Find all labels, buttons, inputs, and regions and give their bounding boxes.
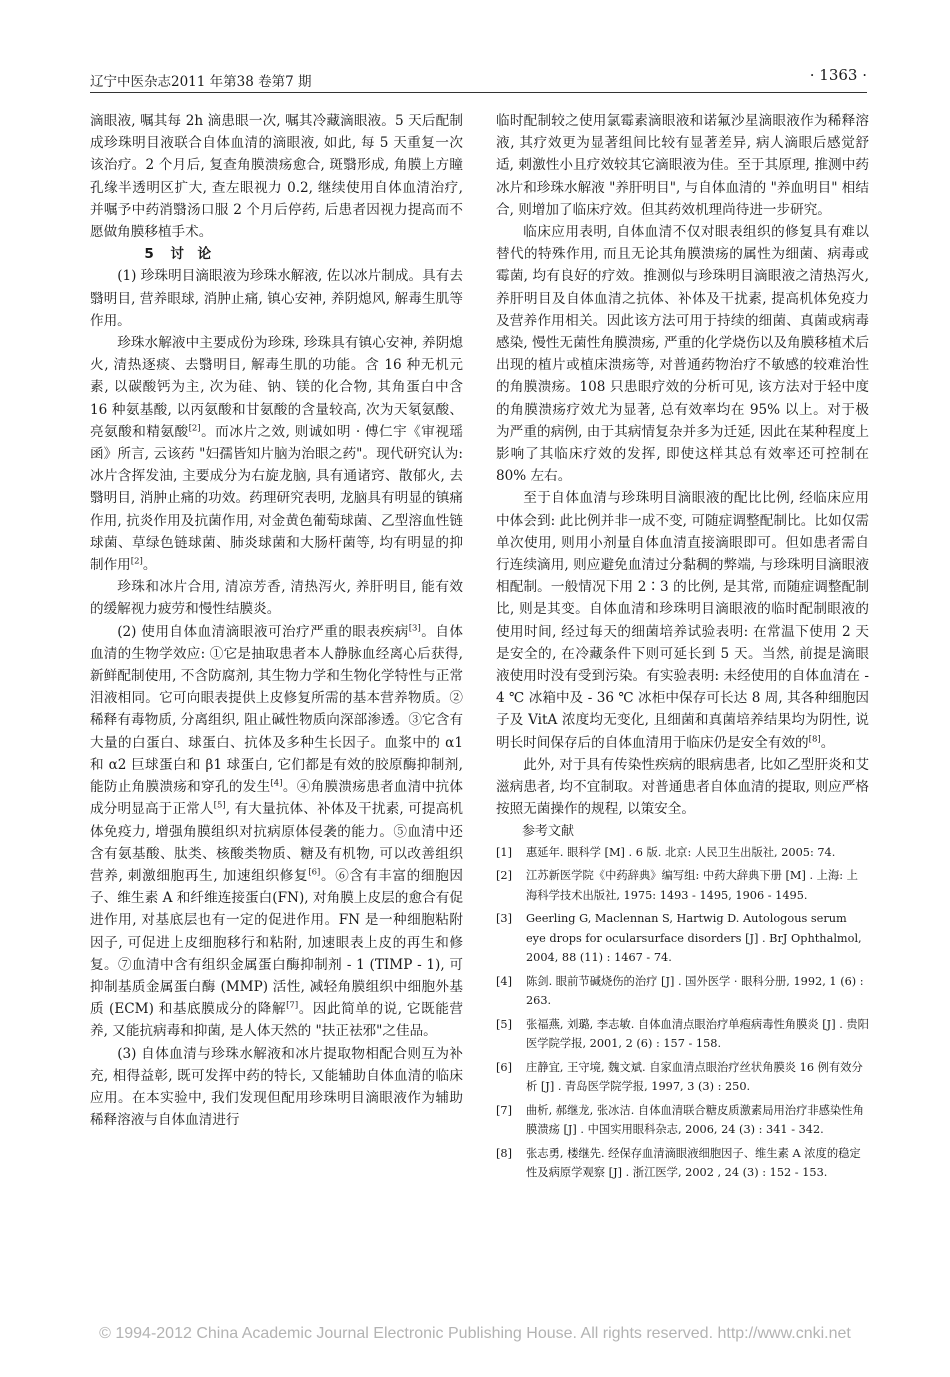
text-run: 至于自体血清与珍珠明目滴眼液的配比比例, 经临床应用中体会到: 此比例并非一成不变, 可随症调整配制比。比如仅需单次使用, 则用小剂量自体血清直接滴眼即可。但如患者需自行连续滴用, 则应避免血清过分黏稠的弊端, 与珍珠明目滴眼液相配制。一般情况下用 2∶3 的比例, 是其常, 而随症调整配制比, 则是其变。自体血清和珍珠明目滴眼液的临时配制眼液的使用时间, 经过每天的细菌培养试验表明: 在常温下使用 2 天是安全的, 在冷藏条件下则可延长到 5 天。当然, 前提是滴眼液使用时没有受到污染。有实验表明: 未经使用的自体血清在 - 4 ℃ 冰箱中及 - 36 ℃ 冰柜中保存可长达 8 周, 其各种细胞因子及 VitA 浓度均无变化, 且细菌和真菌培养结果均为阴性, 说明长时间保存后的自体血清用于临床仍是安全有效的 [496, 490, 869, 751]
citation: [4] [270, 778, 283, 789]
reference-number: [2] [496, 869, 513, 883]
text-run: 。⑥含有丰富的细胞因子、维生素 A 和纤维连接蛋白(FN), 对角膜上皮层的愈合有促进作用, 对基底层也有一定的促进作用。FN 是一种细胞粘附因子, 可促进上皮细胞移行和粘附, 加速眼表上皮的再生和修复。⑦血清中含有组织金属蛋白酶抑制剂 - 1 (TIMP - 1), 可抑制基质金属蛋白酶 (MMP) 活性, 减轻角膜组织中细胞外基质 (ECM) 和基底膜成分的降解 [90, 867, 463, 1018]
reference-number: [4] [496, 974, 513, 988]
left-column [90, 110, 463, 1131]
text-run: 。自体血清的生物学效应: ①它是抽取患者本人静脉血经离心后获得, 新鲜配制使用, 不含防腐剂, 其生物力学和生物化学特性与正常泪液相同。它可向眼表提供上皮修复所需的基本营养物质。②稀释有毒物质, 分离组织, 阻止碱性物质向深部渗透。③它含有大量的白蛋白、球蛋白、抗体及多种生长因子。血浆中的 α1 和 α2 巨球蛋白和 β1 球蛋白, 它们都是有效的胶原酶抑制剂, 能防止角膜溃疡和穿孔的发生 [90, 623, 463, 796]
paragraph [90, 621, 463, 1043]
reference-number: [6] [496, 1060, 513, 1074]
journal-info: 辽宁中医杂志2011 年第38 卷第7 期 [90, 74, 312, 90]
case-continuation: 滴眼液, 嘱其每 2h 滴患眼一次, 嘱其冷藏滴眼液。5 天后配制成珍珠明目液联合自体血清的滴眼液, 如此, 每 5 天重复一次该治疗。2 个月后, 复查角膜溃疡愈合, 斑翳形成, 角膜上方瞳孔缘半透明区扩大, 查左眼视力 0.2, 继续使用自体血清治疗, 并嘱予中药消翳汤口服 2 个月后停药, 后患者因视力提高而不愿做角膜移植手术。 [90, 113, 463, 241]
reference-item [496, 972, 869, 1011]
reference-item [496, 1058, 869, 1097]
text-run: 珍珠水解液中主要成份为珍珠, 珍珠具有镇心安神, 养阴熄火, 清热逐痰、去翳明目, 解毒生肌的功能。含 16 种无机元素, 以碳酸钙为主, 次为硅、钠、镁的化合物, 其角蛋白中含 16 种氨基酸, 以丙氨酸和甘氨酸的含量较高, 次为天氡氨酸、亮氨酸和精氨酸 [90, 335, 463, 440]
citation: [6] [308, 867, 321, 878]
reference-text: 庄静宜, 王守境, 魏文斌. 自家血清点眼治疗丝状角膜炎 16 例有效分析 [J] . 青岛医学院学报, 1997, 3 (3) : 250. [526, 1060, 863, 1094]
reference-number: [1] [496, 845, 513, 859]
text-run: 。 [820, 734, 835, 751]
reference-text: 张志勇, 楼继先. 经保存血清滴眼液细胞因子、维生素 A 浓度的稳定性及病原学观察 [J] . 浙江医学, 2002 , 24 (3) : 152 - 153. [526, 1146, 861, 1180]
citation: [5] [213, 800, 226, 811]
header-rule [90, 92, 867, 93]
section-heading [90, 243, 463, 265]
citation: [2] [130, 556, 143, 567]
reference-text: 江苏新医学院《中药辞典》编写组: 中药大辞典下册 [M] . 上海: 上海科学技术出版社, 1975: 1493 - 1495, 1906 - 1495. [526, 869, 858, 902]
text-run: 。而冰片之效, 则诚如明 · 傅仁宇《审视瑶函》所言, 云该药 "妇孺皆知片脑为治眼之药"。现代研究认为: 冰片含挥发油, 主要成分为右旋龙脑, 具有通诸窍、散郁火, 去翳明目, 消肿止痛的功效。药理研究表明, 龙脑具有明显的镇痛作用, 抗炎作用及抗菌作用, 对金黄色葡萄球菌、乙型溶血性链球菌、草绿色链球菌、肺炎球菌和大肠杆菌等, 均有明显的抑制作用 [90, 423, 464, 574]
paragraph [496, 487, 869, 753]
page-number: · 1363 · [809, 66, 867, 84]
references-heading: 参考文献 [522, 823, 575, 839]
section-number: 5 [144, 246, 154, 263]
paragraph: 此外, 对于具有传染性疾病的眼病患者, 比如乙型肝炎和艾滋病患者, 均不宜制取。对普通患者自体血清的提取, 则应严格按照无菌操作的规程, 以策安全。 [496, 756, 869, 818]
reference-text: 陈剑. 眼前节碱烧伤的治疗 [J] . 国外医学 · 眼科分册, 1992, 1 (6) : 263. [526, 974, 864, 1008]
reference-text: 曲析, 郝继龙, 张冰洁. 自体血清联合糖皮质激素局用治疗非感染性角膜溃疡 [J] . 中国实用眼科杂志, 2006, 24 (3) : 341 - 342. [526, 1103, 864, 1137]
citation: [8] [808, 734, 821, 745]
section-title: 讨 论 [170, 246, 212, 263]
text-run: (2) 使用自体血清滴眼液可治疗严重的眼表疾病 [117, 623, 409, 640]
citation: [3] [408, 623, 421, 634]
reference-item [496, 866, 869, 905]
reference-number: [5] [496, 1017, 513, 1031]
reference-item [496, 1015, 869, 1054]
reference-list [496, 843, 869, 1183]
paragraph: (1) 珍珠明目滴眼液为珍珠水解液, 佐以冰片制成。具有去翳明目, 营养眼球, 消肿止痛, 镇心安神, 养阴熄风, 解毒生肌等作用。 [90, 268, 463, 329]
text-run: 。 [142, 557, 157, 574]
reference-number: [7] [496, 1103, 513, 1117]
reference-item [496, 1101, 869, 1140]
reference-item [496, 1144, 869, 1183]
running-header [90, 66, 867, 90]
text-run: 。因此简单的说, 它既能营养, 又能抗病毒和抑菌, 是人体天然的 "扶正祛邪"之佳品。 [90, 1001, 463, 1040]
reference-item [496, 843, 869, 863]
reference-number: [8] [496, 1146, 513, 1160]
paragraph: (3) 自体血清与珍珠水解液和冰片提取物相配合则互为补充, 相得益彰, 既可发挥中药的特长, 又能辅助自体血清的临床应用。在本实验中, 我们发现但配用珍珠明目滴眼液作为辅助稀释溶液与自体血清进行 [90, 1045, 463, 1129]
reference-number: [3] [496, 912, 513, 926]
reference-text: 张福燕, 刘璐, 李志敏. 自体血清点眼治疗单疱病毒性角膜炎 [J] . 贵阳医学院学报, 2001, 2 (6) : 157 - 158. [526, 1017, 869, 1051]
paragraph: 珍珠和冰片合用, 清凉芳香, 清热泻火, 养肝明目, 能有效的缓解视力疲劳和慢性结膜炎。 [90, 579, 463, 618]
reference-item [496, 909, 869, 968]
paragraph [90, 332, 463, 576]
right-column [496, 110, 869, 1187]
text-run: , 有大量抗体、补体及干扰素, 可提高机体免疫力, 增强角膜组织对抗病原体侵袭的能力。⑤血清中还含有氨基酸、肽类、核酸类物质、糖及有机物, 可以改善组织营养, 刺激细胞再生, 加速组织修复 [90, 801, 463, 884]
paragraph: 临床应用表明, 自体血清不仅对眼表组织的修复具有难以替代的特殊作用, 而且无论其角膜溃疡的属性为细菌、病毒或霉菌, 均有良好的疗效。推测似与珍珠明目滴眼液之清热泻火, 养肝明目及自体血清之抗体、补体及干扰素, 提高机体免疫力及营养作用相关。因此该方法可用于持续的细菌、真菌或病毒感染, 慢性无菌性角膜溃疡, 严重的化学烧伤以及角膜移植术后出现的植片或植床溃疡等, 对普通药物治疗不敏感的较难治性的角膜溃疡。108 只患眼疗效的分析可见, 该方法对于轻中度的角膜溃疡疗效尤为显著, 总有效率均在 95% 以上。对于极为严重的病例, 由于其病情复杂并多为迁延, 因此在某种程度上影响了其临床疗效的发挥, 即使这样其总有效率还可控制在 80% 左右。 [496, 224, 869, 485]
reference-text: Geerling G, Maclennan S, Hartwig D. Autologous serum eye drops for ocularsurface disorders [J] . BrJ Ophthalmol, 2004, 88 (11) : 1467 - 74. [526, 912, 862, 965]
copyright-footer: © 1994-2012 China Academic Journal Electronic Publishing House. All rights reserved. http://www.cnki.net [99, 1325, 851, 1342]
text-run: 。④角膜溃疡患者血清中抗体成分明显高于正常人 [90, 779, 464, 818]
paragraph: 临时配制较之使用氯霉素滴眼液和诺氟沙星滴眼液作为稀释溶液, 其疗效更为显著组间比较有显著差异, 病人滴眼后感觉舒适, 刺激性小且疗效较其它滴眼液为佳。至于其原理, 推测中药冰片和珍珠水解液 "养肝明目", 与自体血清的 "养血明目" 相结合, 则增加了临床疗效。但其药效机理尚待进一步研究。 [496, 113, 869, 218]
citation: [2] [188, 423, 201, 434]
citation: [7] [286, 1000, 299, 1011]
reference-text: 惠延年. 眼科学 [M] . 6 版. 北京: 人民卫生出版社, 2005: 74. [526, 845, 836, 859]
